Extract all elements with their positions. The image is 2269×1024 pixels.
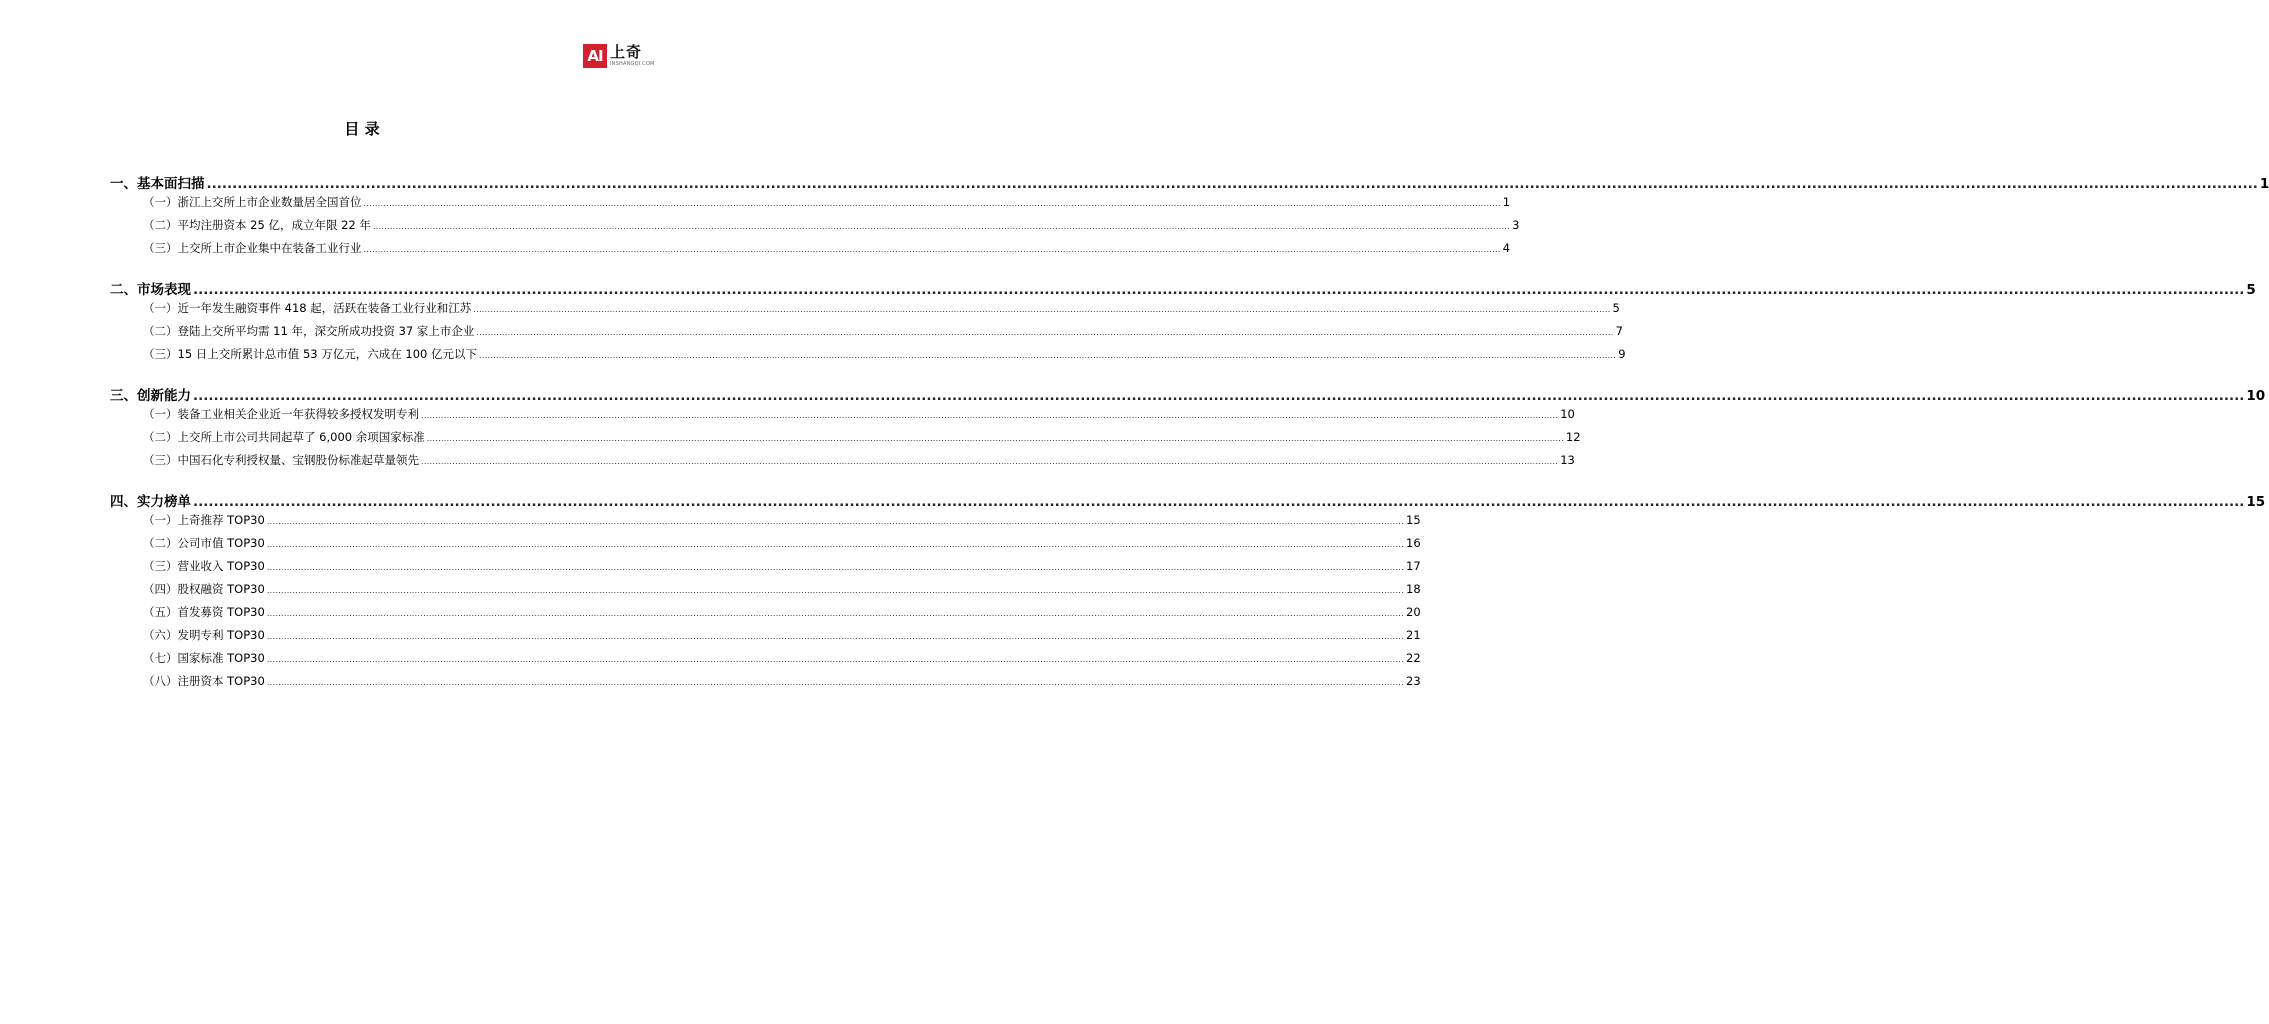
dot-leader: ................................................................................................................................................................................................................................................................................................................................................................................................................ [372, 222, 1511, 231]
toc-section-heading-page-number: 1 [2259, 176, 2269, 192]
toc-subsection-page-number: 23 [1406, 674, 1421, 688]
toc-subsection-label: （七）国家标准 TOP30 [143, 651, 265, 665]
logo-subtitle: INSHANGQI.COM [610, 61, 655, 67]
toc-subsection-label: （三）15 日上交所累计总市值 53 万亿元，六成在 100 亿元以下 [143, 347, 477, 361]
dot-leader: ................................................................................................................................................................................................................................................................................................................................................................................................................ [206, 176, 2258, 192]
toc-subsection-label: （二）公司市值 TOP30 [143, 536, 265, 550]
dot-leader: ................................................................................................................................................................................................................................................................................................................................................................................................................ [193, 494, 2245, 510]
dot-leader: ................................................................................................................................................................................................................................................................................................................................................................................................................ [266, 609, 1404, 618]
dot-leader: ................................................................................................................................................................................................................................................................................................................................................................................................................ [421, 457, 1559, 466]
toc-subsection-page-number: 15 [1406, 513, 1421, 527]
toc-subsection-label: （二）平均注册资本 25 亿，成立年限 22 年 [143, 218, 371, 232]
toc-subsection[interactable] [110, 650, 1421, 673]
dot-leader: ................................................................................................................................................................................................................................................................................................................................................................................................................ [266, 586, 1404, 595]
toc-subsection[interactable] [110, 300, 1620, 323]
toc-subsection-page-number: 10 [1560, 407, 1575, 421]
toc-subsection[interactable] [110, 240, 1511, 263]
toc-section-heading-label: 三、创新能力 [110, 388, 191, 404]
toc-subsection-page-number: 21 [1406, 628, 1421, 642]
dot-leader: ................................................................................................................................................................................................................................................................................................................................................................................................................ [473, 305, 1611, 314]
toc-subsection-label: （三）营业收入 TOP30 [143, 559, 265, 573]
toc-subsection[interactable] [110, 346, 1626, 369]
dot-leader: ................................................................................................................................................................................................................................................................................................................................................................................................................ [363, 245, 1501, 254]
toc-section [110, 490, 2266, 696]
toc-subsection[interactable] [110, 323, 1623, 346]
toc-section-heading[interactable] [110, 384, 2266, 406]
toc-subsection-page-number: 12 [1565, 430, 1581, 444]
toc-subsection-label: （三）中国石化专利授权量、宝钢股份标准起草量领先 [143, 453, 419, 467]
toc-section-heading[interactable] [110, 490, 2266, 512]
logo-name: 上奇 [610, 43, 643, 61]
toc-subsection[interactable] [110, 406, 1575, 429]
toc-subsection-page-number: 16 [1406, 536, 1421, 550]
dot-leader: ................................................................................................................................................................................................................................................................................................................................................................................................................ [266, 678, 1404, 687]
toc-subsection-label: （二）上交所上市公司共同起草了 6,000 余项国家标准 [143, 430, 425, 444]
toc-section-heading-page-number: 15 [2246, 494, 2266, 510]
dot-leader: ................................................................................................................................................................................................................................................................................................................................................................................................................ [266, 632, 1404, 641]
toc-subsection[interactable] [110, 535, 1421, 558]
toc-subsection-page-number: 20 [1406, 605, 1421, 619]
dot-leader: ................................................................................................................................................................................................................................................................................................................................................................................................................ [476, 328, 1614, 337]
dot-leader: ................................................................................................................................................................................................................................................................................................................................................................................................................ [266, 540, 1404, 549]
dot-leader: ................................................................................................................................................................................................................................................................................................................................................................................................................ [266, 655, 1404, 664]
toc-subsection[interactable] [110, 429, 1581, 452]
toc-subsection[interactable] [110, 581, 1421, 604]
brand-logo [583, 44, 655, 68]
toc-subsection-page-number: 5 [1612, 301, 1620, 315]
toc-subsection-label: （八）注册资本 TOP30 [143, 674, 265, 688]
toc-subsection-page-number: 18 [1406, 582, 1421, 596]
toc-subsection-page-number: 4 [1502, 241, 1511, 255]
toc-section-heading-label: 二、市场表现 [110, 282, 191, 298]
toc-subsection-page-number: 22 [1406, 651, 1421, 665]
toc-subsection-label: （一）上奇推荐 TOP30 [143, 513, 265, 527]
toc-subsection-page-number: 9 [1618, 347, 1626, 361]
toc-subsection[interactable] [110, 673, 1421, 696]
toc-subsection[interactable] [110, 558, 1421, 581]
toc-subsection-page-number: 1 [1502, 195, 1511, 209]
toc-subsection[interactable] [110, 627, 1421, 650]
toc-section [110, 172, 2269, 263]
logo-mark: AI [583, 44, 607, 68]
table-of-contents [110, 172, 2269, 711]
dot-leader: ................................................................................................................................................................................................................................................................................................................................................................................................................ [266, 517, 1404, 526]
dot-leader: ................................................................................................................................................................................................................................................................................................................................................................................................................ [193, 388, 2245, 404]
toc-subsection-page-number: 7 [1615, 324, 1623, 338]
toc-section-heading-page-number: 10 [2246, 388, 2266, 404]
toc-subsection[interactable] [110, 194, 1511, 217]
toc-subsection-label: （一）近一年发生融资事件 418 起，活跃在装备工业行业和江苏 [143, 301, 472, 315]
toc-section-heading-label: 一、基本面扫描 [110, 176, 205, 192]
dot-leader: ................................................................................................................................................................................................................................................................................................................................................................................................................ [266, 563, 1404, 572]
dot-leader: ................................................................................................................................................................................................................................................................................................................................................................................................................ [363, 199, 1501, 208]
dot-leader: ................................................................................................................................................................................................................................................................................................................................................................................................................ [479, 351, 1617, 360]
toc-subsection-page-number: 3 [1512, 218, 1520, 232]
page-title: 目 录 [344, 120, 380, 138]
toc-section-heading[interactable] [110, 172, 2269, 194]
dot-leader: ................................................................................................................................................................................................................................................................................................................................................................................................................ [426, 434, 1564, 443]
toc-subsection-label: （二）登陆上交所平均需 11 年，深交所成功投资 37 家上市企业 [143, 324, 475, 338]
toc-subsection-label: （四）股权融资 TOP30 [143, 582, 265, 596]
toc-section-heading-label: 四、实力榜单 [110, 494, 191, 510]
toc-subsection[interactable] [110, 604, 1421, 627]
toc-section-heading[interactable] [110, 278, 2256, 300]
toc-subsection-label: （一）装备工业相关企业近一年获得较多授权发明专利 [143, 407, 419, 421]
toc-subsection-page-number: 17 [1406, 559, 1421, 573]
toc-subsection[interactable] [110, 512, 1421, 535]
toc-section [110, 278, 2256, 369]
toc-subsection-label: （六）发明专利 TOP30 [143, 628, 265, 642]
toc-subsection-label: （五）首发募资 TOP30 [143, 605, 265, 619]
toc-subsection-label: （三）上交所上市企业集中在装备工业行业 [143, 241, 362, 255]
toc-subsection[interactable] [110, 217, 1520, 240]
dot-leader: ................................................................................................................................................................................................................................................................................................................................................................................................................ [421, 411, 1559, 420]
toc-section-heading-page-number: 5 [2246, 282, 2256, 298]
toc-subsection-page-number: 13 [1560, 453, 1575, 467]
toc-section [110, 384, 2266, 475]
toc-subsection-label: （一）浙江上交所上市企业数量居全国首位 [143, 195, 362, 209]
toc-subsection[interactable] [110, 452, 1575, 475]
dot-leader: ................................................................................................................................................................................................................................................................................................................................................................................................................ [193, 282, 2245, 298]
